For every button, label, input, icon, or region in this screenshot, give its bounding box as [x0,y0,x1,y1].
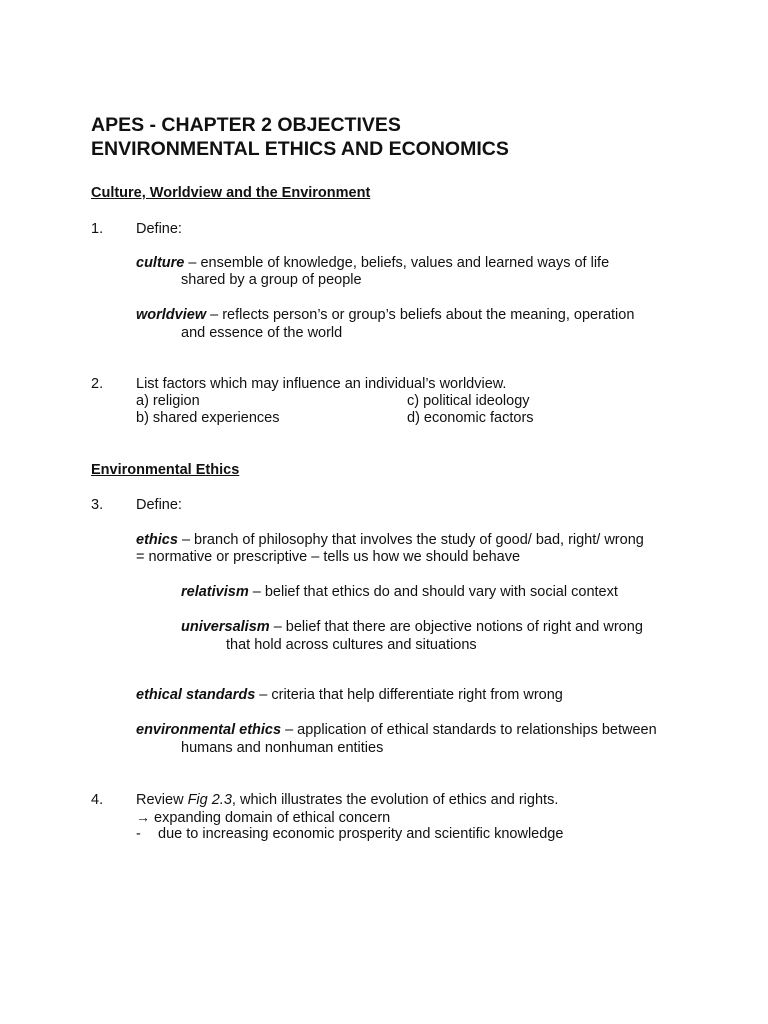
definition-universalism-cont: that hold across cultures and situations [226,637,477,653]
bullet-dash: - [136,826,141,842]
definition-environmental-ethics [136,722,657,739]
definition-universalism-text: – belief that there are objective notions of right and wrong [269,619,643,635]
question-text-3: Define: [136,497,182,513]
review-pre: Review [136,792,188,808]
review-post: , which illustrates the evolution of ethics and rights. [231,792,559,808]
term-ethical-standards: ethical standards [136,687,256,703]
definition-culture-cont: shared by a group of people [181,272,362,288]
question-number-2: 2. [91,376,104,392]
question-number-4: 4. [91,792,104,808]
definition-universalism [181,619,643,636]
definition-environmental-ethics-cont: humans and nonhuman entities [181,740,384,756]
term-culture: culture [136,255,185,271]
term-worldview: worldview [136,307,207,323]
definition-ethics [136,532,644,549]
definition-culture [136,255,609,272]
term-ethics: ethics [136,532,178,548]
question-text-4 [136,792,558,809]
definition-worldview [136,307,634,324]
page-title: APES - CHAPTER 2 OBJECTIVES [91,114,401,136]
term-relativism: relativism [181,584,249,600]
section-heading-culture: Culture, Worldview and the Environment [91,185,371,201]
arrow-line-text: expanding domain of ethical concern [150,810,391,826]
page-subtitle: ENVIRONMENTAL ETHICS AND ECONOMICS [91,138,509,160]
list-item-d: d) economic factors [407,410,534,426]
figure-reference: Fig 2.3 [187,792,232,808]
term-universalism: universalism [181,619,270,635]
bullet-text: due to increasing economic prosperity and scientific knowledge [158,826,564,842]
question-number-3: 3. [91,497,104,513]
list-item-b: b) shared experiences [136,410,280,426]
definition-ethical-standards-text: – criteria that help differentiate right from wrong [255,687,563,703]
definition-relativism [181,584,618,601]
question-text-1: Define: [136,221,182,237]
definition-ethical-standards [136,687,563,704]
term-environmental-ethics: environmental ethics [136,722,282,738]
section-heading-ethics: Environmental Ethics [91,462,240,478]
list-item-c: c) political ideology [407,393,530,409]
definition-environmental-ethics-text: – application of ethical standards to relationships between [281,722,657,738]
definition-worldview-cont: and essence of the world [181,325,343,341]
list-item-a: a) religion [136,393,200,409]
arrow-line [136,809,390,827]
definition-relativism-text: – belief that ethics do and should vary with social context [248,584,618,600]
right-arrow-icon: → [136,809,150,825]
question-number-1: 1. [91,221,104,237]
definition-culture-text: – ensemble of knowledge, beliefs, values and learned ways of life [184,255,610,271]
definition-ethics-cont: = normative or prescriptive – tells us how we should behave [136,549,521,565]
question-text-2: List factors which may influence an individual’s worldview. [136,376,507,392]
definition-ethics-text: – branch of philosophy that involves the study of good/ bad, right/ wrong [177,532,644,548]
definition-worldview-text: – reflects person’s or group’s beliefs about the meaning, operation [206,307,635,323]
